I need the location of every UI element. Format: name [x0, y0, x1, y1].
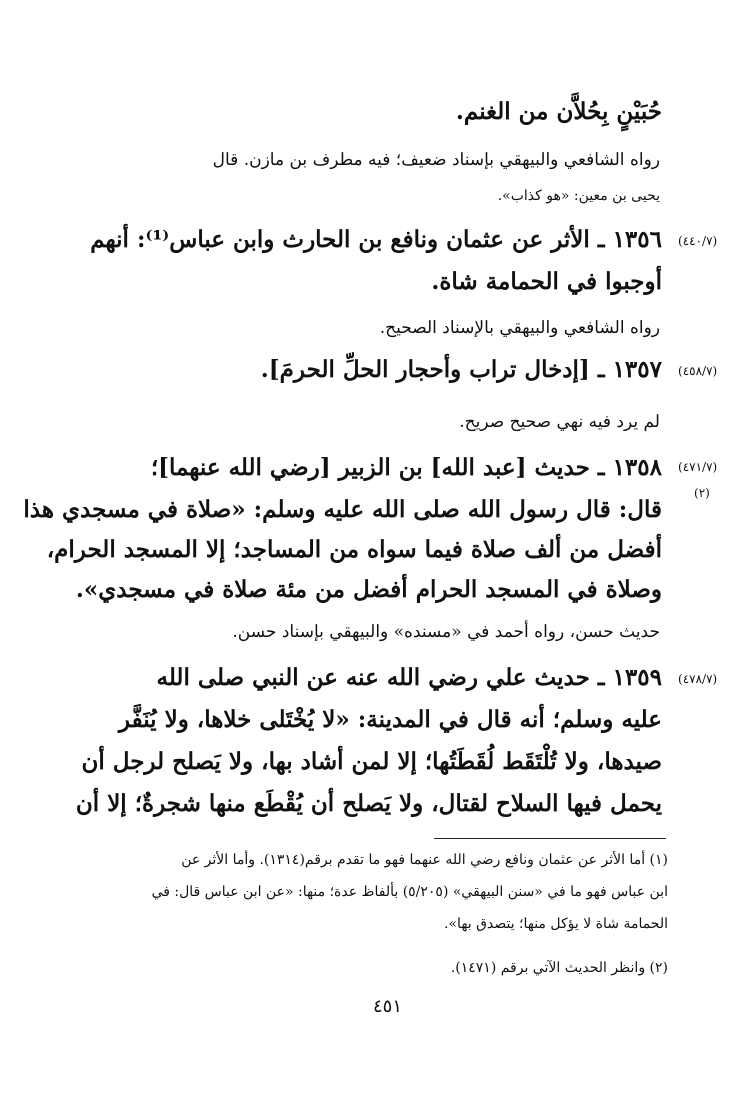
entry-1358-line-3: أفضل من ألف صلاة فيما سواه من المساجد؛ إلا المسجد الحرام،	[46, 536, 662, 563]
entry-1359-line-3: صيدها، ولا تُلْتَقَط لُقَطَتُها؛ إلا لمن أشاد بها، ولا يَصلح لرجل أن	[81, 748, 662, 775]
entry-1357: ١٣٥٧ ـ [إدخال تراب وأحجار الحلِّ الحرمَ].	[260, 356, 662, 383]
commentary-1357: لم يرد فيه نهي صحيح صريح.	[459, 412, 660, 432]
margin-ref-458: (٤٥٨/٧)	[678, 364, 718, 378]
footnote-2: (٢) وانظر الحديث الآتي برقم (١٤٧١).	[450, 960, 668, 976]
commentary-1-line-1: رواه الشافعي والبيهقي بإسناد ضعيف؛ فيه مطرف بن مازن. قال	[212, 150, 660, 170]
commentary-1358: حديث حسن، رواه أحمد في «مسنده» والبيهقي بإسناد حسن.	[232, 622, 660, 642]
commentary-1356: رواه الشافعي والبيهقي بالإسناد الصحيح.	[379, 318, 660, 338]
entry-1359-line-2: عليه وسلم؛ أنه قال في المدينة: «لا يُخْتَلى خلاها، ولا يُنَفَّر	[118, 706, 662, 733]
entry-1358-line-1: ١٣٥٨ ـ حديث [عبد الله] بن الزبير [رضي الله عنهما]؛	[150, 454, 662, 481]
footnote-marker-2: (٢)	[694, 486, 710, 500]
continuation-line: حُبَيْنٍ بِحُلاَّن من الغنم.	[455, 98, 662, 125]
entry-1358-line-4: وصلاة في المسجد الحرام أفضل من مئة صلاة في مسجدي».	[75, 576, 662, 603]
footnote-1-line-3: الحمامة شاة لا يؤكل منها؛ يتصدق بها».	[444, 916, 668, 932]
footnote-1-line-2: ابن عباس فهو ما في «سنن البيهقي» (٥/٢٠٥) بألفاظ عدة؛ منها: «عن ابن عباس قال: في	[151, 884, 668, 900]
entry-1356-line-1: ١٣٥٦ ـ الأثر عن عثمان ونافع بن الحارث وابن عباس⁽¹⁾: أنهم	[90, 226, 662, 253]
margin-ref-440: (٤٤٠/٧)	[678, 234, 718, 248]
commentary-1-line-2: يحيى بن معين: «هو كذاب».	[497, 188, 660, 204]
entry-1358-line-2: قال: قال رسول الله صلى الله عليه وسلم: «صلاة في مسجدي هذا	[23, 496, 662, 523]
footnote-separator	[434, 838, 666, 839]
margin-ref-471: (٤٧١/٧)	[678, 460, 718, 474]
margin-ref-478: (٤٧٨/٧)	[678, 672, 718, 686]
entry-1359-line-1: ١٣٥٩ ـ حديث علي رضي الله عنه عن النبي صلى الله	[156, 664, 662, 691]
entry-1356-line-2: أوجبوا في الحمامة شاة.	[431, 268, 662, 295]
footnote-1-line-1: (١) أما الأثر عن عثمان ونافع رضي الله عنهما فهو ما تقدم برقم(١٣١٤). وأما الأثر عن	[181, 852, 668, 868]
entry-1359-line-4: يحمل فيها السلاح لقتال، ولا يَصلح أن يُقْطَع منها شجرةٌ؛ إلا أن	[75, 790, 662, 817]
page-number: ٤٥١	[372, 996, 402, 1017]
